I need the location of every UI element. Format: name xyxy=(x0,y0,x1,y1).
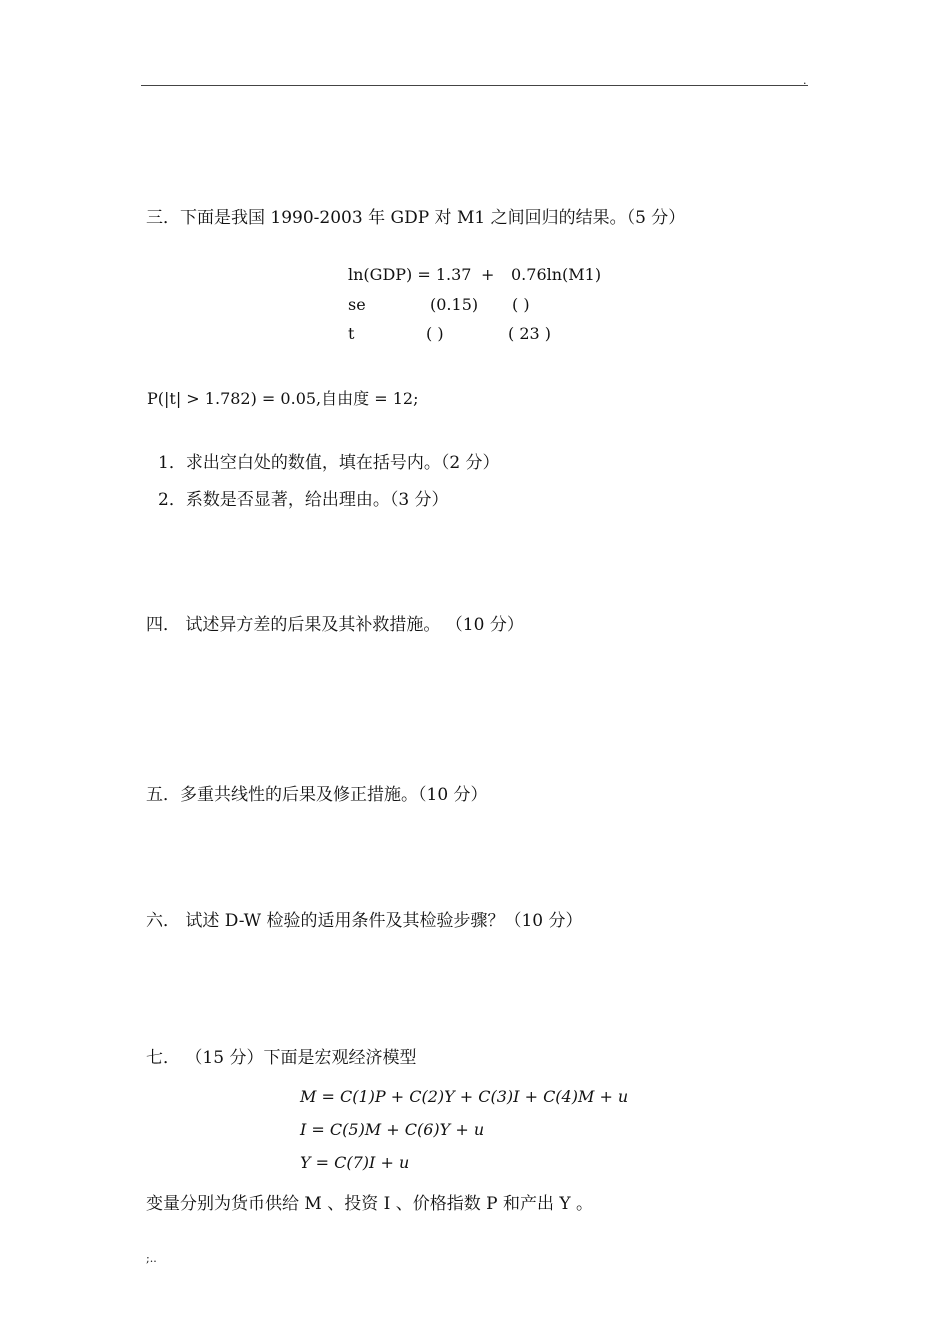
output-equation: Y = C(7)I + u xyxy=(300,1153,410,1172)
t-label: t xyxy=(348,324,355,343)
q3-heading: 三．下面是我国 1990-2003 年 GDP 对 M1 之间回归的结果。（5 分） xyxy=(146,208,686,228)
investment-equation: I = C(5)M + C(6)Y + u xyxy=(300,1120,485,1139)
se-slope-blank: ( ) xyxy=(512,295,530,314)
reg-lhs: ln(GDP) = 1.37 xyxy=(348,265,472,284)
q7-heading: 七． （15 分）下面是宏观经济模型 xyxy=(146,1048,417,1068)
variables-definition: 变量分别为货币供给 M 、投资 I 、价格指数 P 和产出 Y 。 xyxy=(146,1194,594,1214)
reg-rhs: 0.76ln(M1) xyxy=(511,265,602,284)
money-equation: M = C(1)P + C(2)Y + C(3)I + C(4)M + u xyxy=(300,1087,629,1106)
q5-heading: 五．多重共线性的后果及修正措施。（10 分） xyxy=(146,785,488,805)
se-label: se xyxy=(348,295,366,314)
q4-heading: 四． 试述异方差的后果及其补救措施。 （10 分） xyxy=(146,615,524,635)
header-mark: . xyxy=(803,74,807,87)
q3-item-2: 2．系数是否显著，给出理由。（3 分） xyxy=(158,490,449,510)
probability-condition: P(|t| > 1.782) = 0.05,自由度 = 12; xyxy=(147,389,419,408)
t-slope: ( 23 ) xyxy=(508,324,552,343)
q3-item-1: 1．求出空白处的数值，填在括号内。（2 分） xyxy=(158,453,500,473)
footer-mark: ;.. xyxy=(146,1252,157,1265)
se-intercept: (0.15) xyxy=(430,295,479,314)
reg-plus: + xyxy=(481,265,495,284)
header-rule xyxy=(141,85,808,86)
t-intercept-blank: ( ) xyxy=(426,324,444,343)
q6-heading: 六． 试述 D-W 检验的适用条件及其检验步骤？（10 分） xyxy=(146,911,583,931)
